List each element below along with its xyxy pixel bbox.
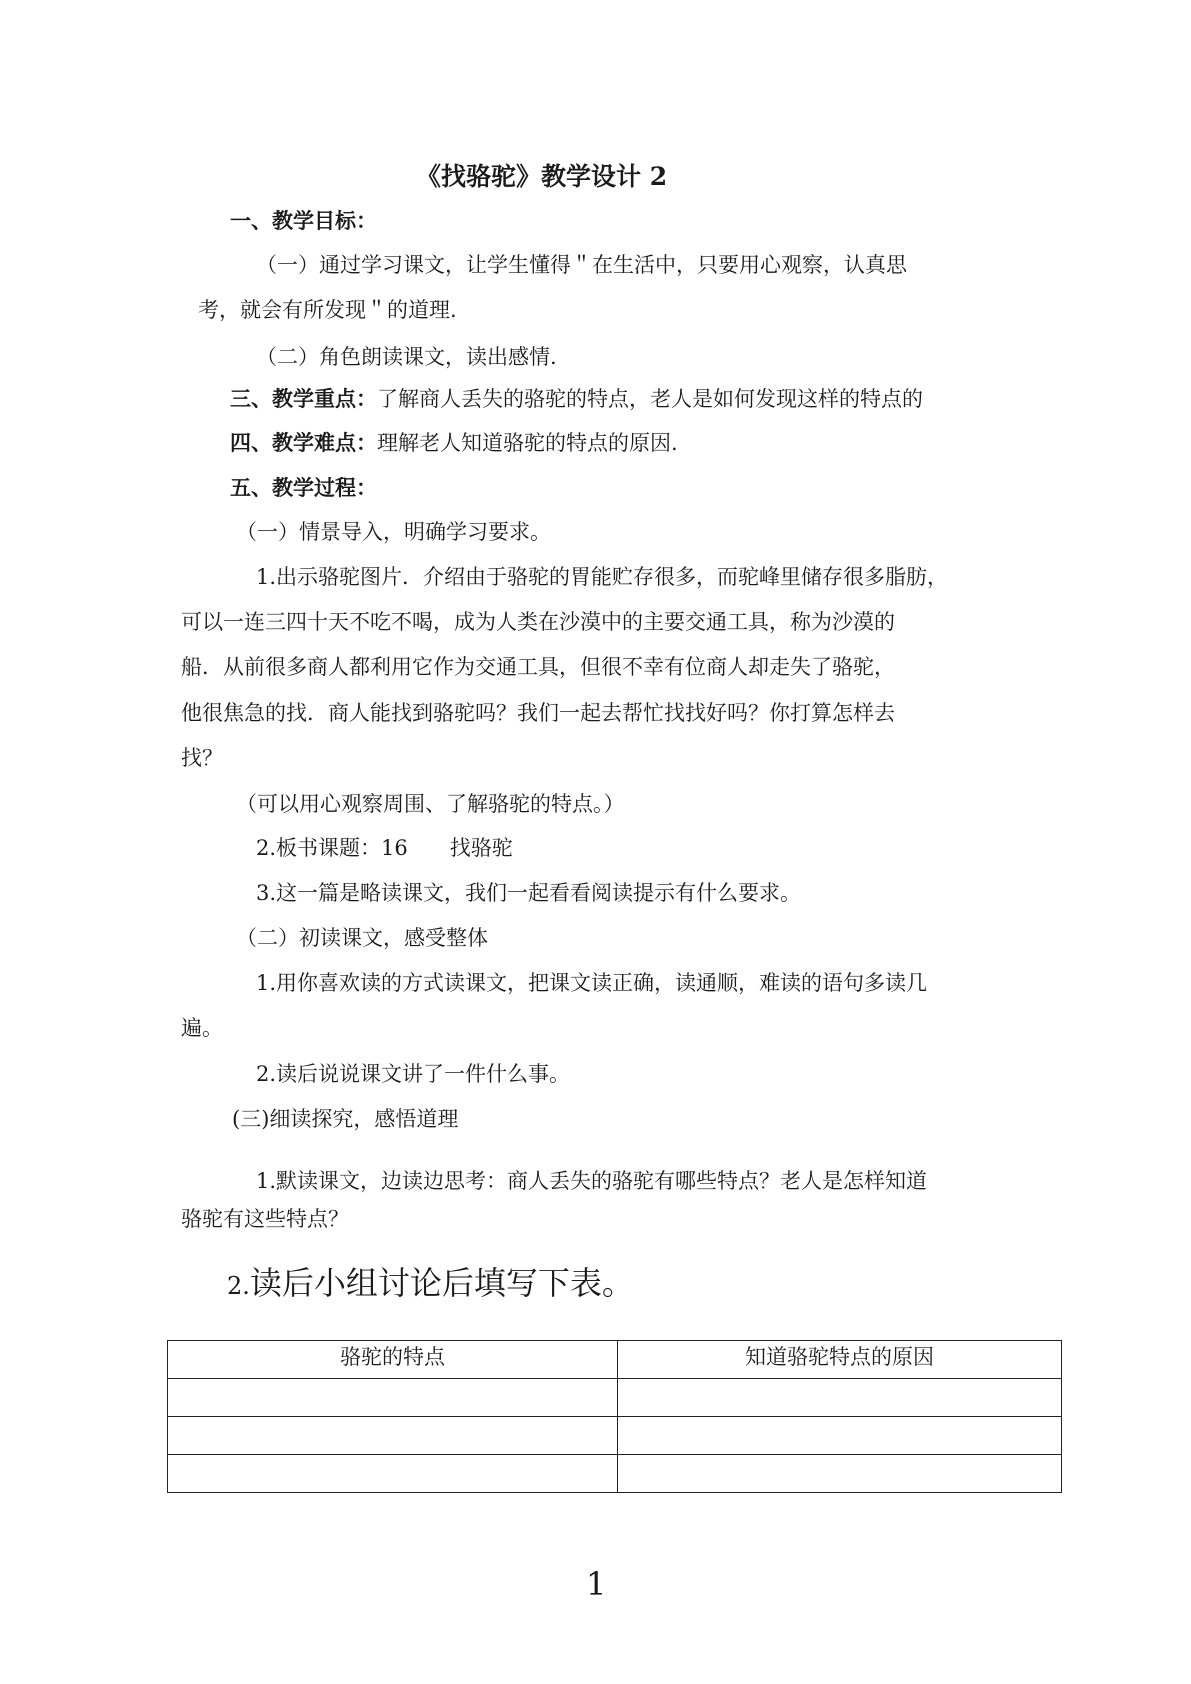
part-3-item-2-number: 2. <box>227 1272 250 1300</box>
goal-1-line-1: （一）通过学习课文，让学生懂得＂在生活中，只要用心观察，认真思 <box>256 253 907 277</box>
part-2-item-2: 2.读后说说课文讲了一件什么事。 <box>256 1062 571 1086</box>
table-header-row <box>168 1341 1062 1379</box>
part-3-heading: (三)细读探究，感悟道理 <box>232 1107 459 1131</box>
difficulty-label: 四、教学难点： <box>230 430 377 455</box>
table-row <box>168 1417 1062 1455</box>
table-row <box>168 1455 1062 1493</box>
part-3-item-2 <box>227 1258 634 1304</box>
table-cell[interactable] <box>618 1379 1062 1417</box>
part-1-para-line-2: 可以一连三四十天不吃不喝，成为人类在沙漠中的主要交通工具，称为沙漠的 <box>181 610 895 634</box>
key-point-text: 了解商人丢失的骆驼的特点，老人是如何发现这样的特点的 <box>377 387 923 411</box>
goal-2: （二）角色朗读课文，读出感情. <box>256 345 557 369</box>
table-header-camel-features: 骆驼的特点 <box>168 1341 618 1379</box>
table-cell[interactable] <box>168 1379 618 1417</box>
goal-1-line-2: 考，就会有所发现＂的道理. <box>198 298 457 322</box>
fill-in-table <box>167 1340 1062 1493</box>
process-heading: 五、教学过程： <box>230 475 377 500</box>
table-cell[interactable] <box>618 1417 1062 1455</box>
difficulty-text: 理解老人知道骆驼的特点的原因. <box>377 431 678 455</box>
table-header-reasons: 知道骆驼特点的原因 <box>618 1341 1062 1379</box>
part-1-item-2: 2.板书课题：16 找骆驼 <box>256 836 513 860</box>
key-point <box>230 383 923 413</box>
part-1-para-line-3: 船．从前很多商人都利用它作为交通工具，但很不幸有位商人却走失了骆驼， <box>181 655 895 679</box>
part-2-heading: （二）初读课文，感受整体 <box>236 926 488 950</box>
part-1-item-3: 3.这一篇是略读课文，我们一起看看阅读提示有什么要求。 <box>256 881 802 905</box>
table-row <box>168 1379 1062 1417</box>
part-3-item-2-text: 读后小组讨论后填写下表。 <box>249 1264 634 1302</box>
table-cell[interactable] <box>618 1455 1062 1493</box>
part-1-para-line-1: 1.出示骆驼图片．介绍由于骆驼的胃能贮存很多，而驼峰里储存很多脂肪， <box>256 565 949 589</box>
part-3-item-1-line-1: 1.默读课文，边读边思考：商人丢失的骆驼有哪些特点？老人是怎样知道 <box>256 1169 928 1193</box>
part-1-para-line-4: 他很焦急的找．商人能找到骆驼吗？我们一起去帮忙找找好吗？你打算怎样去 <box>181 701 895 725</box>
table-cell[interactable] <box>168 1455 618 1493</box>
section-goals-heading: 一、教学目标： <box>230 208 377 233</box>
document-title: 《找骆驼》教学设计 2 <box>416 162 668 191</box>
difficulty <box>230 427 678 457</box>
table-cell[interactable] <box>168 1417 618 1455</box>
part-1-heading: （一）情景导入，明确学习要求。 <box>236 520 551 544</box>
page-number: 1 <box>586 1565 607 1603</box>
key-point-label: 三、教学重点： <box>230 386 377 411</box>
part-3-item-1-line-2: 骆驼有这些特点？ <box>181 1207 349 1231</box>
part-2-item-1-line-1: 1.用你喜欢读的方式读课文，把课文读正确，读通顺，难读的语句多读几 <box>256 971 928 995</box>
part-1-para-line-5: 找？ <box>181 746 223 770</box>
part-2-item-1-line-2: 遍。 <box>181 1016 223 1040</box>
part-1-note: （可以用心观察周围、了解骆驼的特点。） <box>236 792 625 816</box>
